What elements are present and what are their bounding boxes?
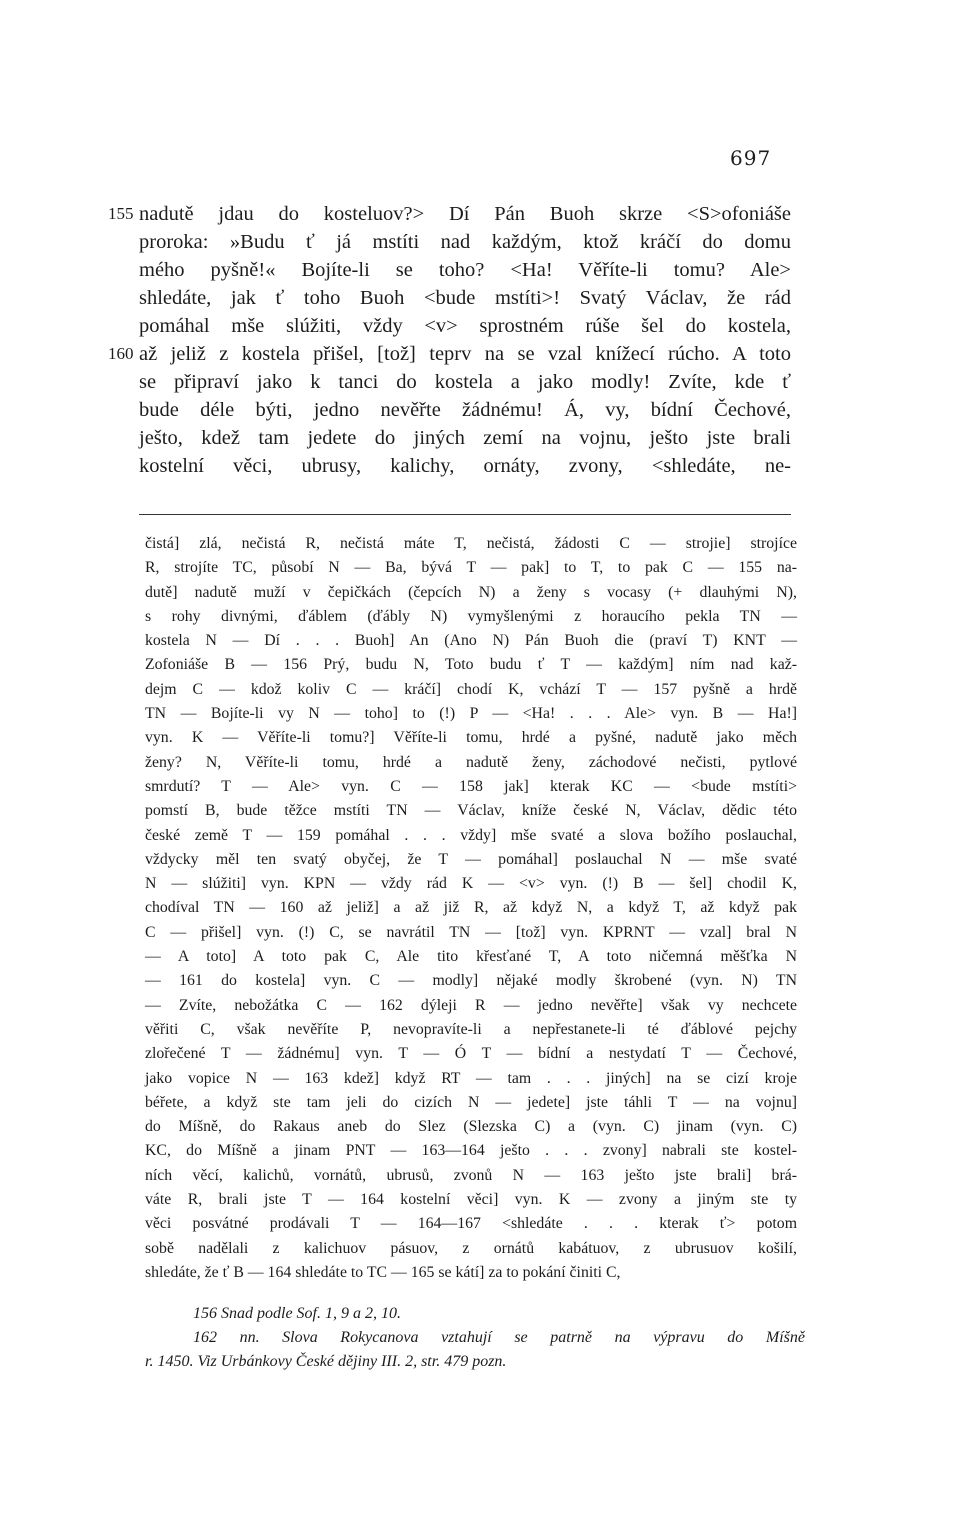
- apparatus-line: vyn. K — Věříte-li tomu?] Věříte-li tomu, hrdé a pyšné, nadutě jako měch: [145, 729, 797, 747]
- apparatus-line: TN — Bojíte-li vy N — toho] to (!) P — <Ha! . . . Ale> vyn. B — Ha!]: [145, 705, 797, 723]
- line-number: 155: [108, 204, 134, 223]
- text-line: shledáte, jak ť toho Buoh <bude mstíti>! Svatý Václav, že rád: [139, 287, 791, 309]
- apparatus-line: čistá] zlá, nečistá R, nečistá máte T, nečistá, žádosti C — strojie] strojíce: [145, 535, 797, 552]
- apparatus-line: ženy? N, Věříte-li tomu, hrdé a nadutě ženy, záchodové nečisti, pytlové: [145, 753, 797, 771]
- page-number: 697: [730, 146, 772, 170]
- apparatus-line: béřete, a když ste tam jeli do cizích N — jedete] jste táhli T — na vojnu]: [145, 1093, 797, 1111]
- apparatus-line: zlořečené T — žádnému] vyn. T — Ó T — bídní a nestydatí T — Čechové,: [145, 1045, 797, 1063]
- apparatus-line: pomstí B, bude těžce mstíti TN — Václav, kníže české N, Václav, dědic této: [145, 802, 797, 820]
- apparatus-line: sobě nadělali z kalichuov pásuov, z ornátů kabátuov, z ubrusuov košilí,: [145, 1239, 797, 1257]
- main-text: [108, 200, 791, 480]
- line-number: 160: [108, 344, 134, 363]
- apparatus-line: vždycky měl ten svatý obyčej, že T — pomáhal] poslauchal N — mše svaté: [145, 850, 797, 868]
- apparatus-line: jako vopice N — 163 kdež] když RT — tam . . . jiných] na se cizí kroje: [145, 1069, 797, 1087]
- apparatus-divider: [139, 514, 791, 515]
- apparatus-line: Zofoniáše B — 156 Prý, budu N, Toto budu ť T — každým] ním nad kaž-: [145, 656, 797, 674]
- apparatus-line: R, strojíte TC, působí N — Ba, bývá T — pak] to T, to pak C — 155 na-: [145, 559, 797, 577]
- apparatus-line: KC, do Míšně a jinam PNT — 163—164 ješto . . . zvony] nabrali ste kostel-: [145, 1142, 797, 1160]
- apparatus-line: shledáte, že ť B — 164 shledáte to TC — 165 se kátí] za to pokání činiti C,: [145, 1263, 621, 1281]
- apparatus-line: — Zvíte, nebožátka C — 162 dýleji R — jedno nevěřte] však vy nechcete: [145, 996, 797, 1014]
- apparatus-line: chodíval TN — 160 až jeliž] a až již R, až když N, a když T, až když pak: [145, 899, 797, 917]
- text-line: proroka: »Budu ť já mstíti nad každým, ktož kráčí do domu: [139, 231, 791, 253]
- footnote-line: 162 nn. Slova Rokycanova vztahují se patrně na výpravu do Míšně: [193, 1329, 805, 1346]
- footnote-line: r. 1450. Viz Urbánkovy České dějiny III. 2, str. 479 pozn.: [145, 1353, 507, 1370]
- apparatus-line: kostela N — Dí . . . Buoh] An (Ano N) Pán Buoh die (praví T) KNT —: [145, 632, 797, 650]
- text-line: ješto, kdež tam jedete do jiných zemí na vojnu, ješto jste brali: [139, 427, 791, 449]
- text-line: pomáhal mše slúžiti, vždy <v> sprostném rúše šel do kostela,: [139, 315, 791, 337]
- apparatus-line: C — přišel] vyn. (!) C, se navrátil TN — [tož] vyn. KPRNT — vzal] bral N: [145, 923, 797, 941]
- apparatus-line: smrdutí? T — Ale> vyn. C — 158 jak] kterak KC — <bude mstíti>: [145, 777, 797, 795]
- text-line: až jeliž z kostela přišel, [tož] teprv na se vzal knížecí rúcho. A toto: [139, 343, 791, 365]
- text-line: se připraví jako k tanci do kostela a jako modly! Zvíte, kde ť: [139, 371, 791, 393]
- apparatus-line: dejm C — kdož koliv C — kráčí] chodí K, vchází T — 157 pyšně a hrdě: [145, 680, 797, 698]
- critical-apparatus: [145, 532, 797, 1285]
- apparatus-line: dutě] nadutě muží v čepičkách (čepcích N) a ženy s vocasy (+ dlauhými N),: [145, 583, 797, 601]
- footnotes: [145, 1302, 805, 1374]
- apparatus-line: váte R, brali jste T — 164 kostelní věci] vyn. K — zvony a jiným ste ty: [145, 1191, 797, 1209]
- apparatus-line: s rohy divnými, ďáblem (ďábly N) vymyšlenými z horaucího pekla TN —: [145, 607, 797, 625]
- text-line: bude déle býti, jedno nevěřte žádnému! Á, vy, bídní Čechové,: [139, 399, 791, 421]
- apparatus-line: — A toto] A toto pak C, Ale tito křesťané T, A toto ničemná měšťka N: [145, 948, 797, 966]
- apparatus-line: věci posvátné prodávali T — 164—167 <shledáte . . . kterak ť> potom: [145, 1215, 797, 1233]
- footnote-line: 156 Snad podle Sof. 1, 9 a 2, 10.: [193, 1305, 401, 1322]
- text-line: mého pyšně!« Bojíte-li se toho? <Ha! Věříte-li tomu? Ale>: [139, 259, 791, 281]
- apparatus-line: věřiti C, však nevěříte P, nevopravíte-li a nepřestanete-li té ďáblové pejchy: [145, 1020, 797, 1038]
- apparatus-line: — 161 do kostela] vyn. C — modly] nějaké modly škrobené (vyn. N) TN: [145, 972, 797, 990]
- text-line: nadutě jdau do kosteluov?> Dí Pán Buoh skrze <S>ofoniáše: [139, 203, 791, 225]
- apparatus-line: N — slúžiti] vyn. KPN — vždy rád K — <v> vyn. (!) B — šel] chodil K,: [145, 875, 797, 893]
- apparatus-line: do Míšně, do Rakaus aneb do Slez (Slezska C) a (vyn. C) jinam (vyn. C): [145, 1118, 797, 1136]
- apparatus-line: ních věcí, kalichů, vornátů, ubrusů, zvonů N — 163 ješto jste brali] brá-: [145, 1166, 797, 1184]
- apparatus-line: české země T — 159 pomáhal . . . vždy] mše svaté a slova božího poslauchal,: [145, 826, 797, 844]
- text-line: kostelní věci, ubrusy, kalichy, ornáty, zvony, <shledáte, ne-: [139, 455, 791, 477]
